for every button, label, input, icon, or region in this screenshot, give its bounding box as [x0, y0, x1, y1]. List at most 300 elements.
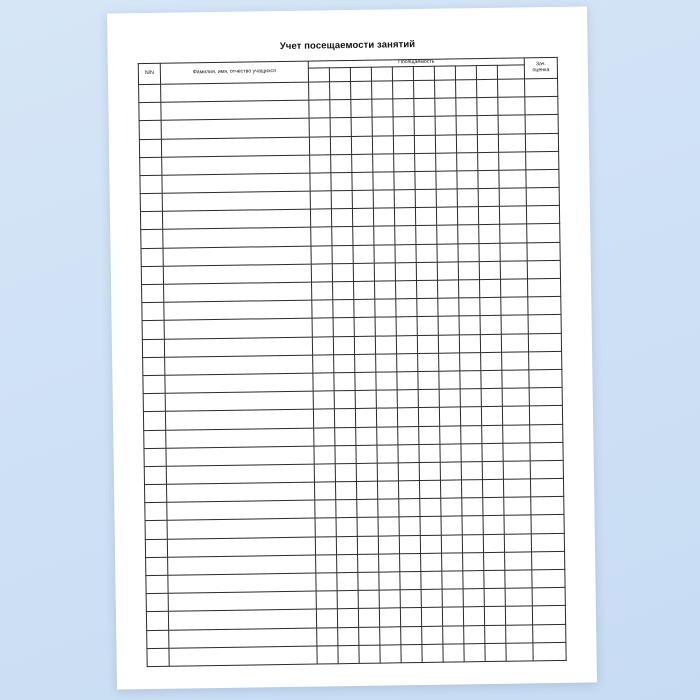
attendance-cell[interactable]	[456, 80, 477, 98]
attendance-cell[interactable]	[357, 518, 378, 536]
attendance-cell[interactable]	[438, 316, 459, 334]
attendance-cell[interactable]	[435, 98, 456, 116]
attendance-cell[interactable]	[482, 425, 503, 443]
attendance-cell[interactable]	[436, 189, 457, 207]
attendance-cell[interactable]	[501, 315, 528, 334]
attendance-cell[interactable]	[440, 425, 461, 443]
attendance-cell[interactable]	[375, 317, 396, 335]
attendance-cell[interactable]	[338, 645, 359, 663]
attendance-cell[interactable]	[464, 643, 485, 661]
attendance-cell[interactable]	[372, 81, 393, 99]
attendance-cell[interactable]	[418, 353, 439, 371]
attendance-cell[interactable]	[422, 626, 443, 644]
attendance-cell[interactable]	[439, 407, 460, 425]
attendance-cell[interactable]	[419, 426, 440, 444]
attendance-cell[interactable]	[442, 571, 463, 589]
attendance-cell[interactable]	[463, 607, 484, 625]
student-name-cell[interactable]	[168, 609, 316, 629]
attendance-cell[interactable]	[357, 499, 378, 517]
grade-cell[interactable]	[525, 78, 558, 97]
grade-cell[interactable]	[529, 406, 562, 425]
attendance-cell[interactable]	[420, 498, 441, 516]
attendance-cell[interactable]	[398, 462, 419, 480]
attendance-cell[interactable]	[315, 518, 336, 536]
attendance-cell[interactable]	[485, 625, 506, 643]
student-name-cell[interactable]	[167, 500, 315, 520]
attendance-cell[interactable]	[482, 461, 503, 479]
attendance-cell[interactable]	[400, 590, 421, 608]
attendance-cell[interactable]	[394, 190, 415, 208]
attendance-cell[interactable]	[441, 498, 462, 516]
grade-cell[interactable]	[529, 388, 562, 407]
student-name-cell[interactable]	[169, 646, 317, 666]
attendance-cell[interactable]	[356, 463, 377, 481]
attendance-cell[interactable]	[396, 317, 417, 335]
attendance-cell[interactable]	[397, 353, 418, 371]
attendance-cell[interactable]	[354, 299, 375, 317]
attendance-cell[interactable]	[372, 117, 393, 135]
attendance-cell[interactable]	[503, 443, 530, 462]
attendance-cell[interactable]	[352, 172, 373, 190]
attendance-cell[interactable]	[309, 82, 330, 100]
attendance-cell[interactable]	[439, 353, 460, 371]
attendance-cell[interactable]	[398, 426, 419, 444]
grade-cell[interactable]	[525, 97, 558, 116]
attendance-cell[interactable]	[333, 336, 354, 354]
attendance-cell[interactable]	[316, 609, 337, 627]
attendance-cell[interactable]	[499, 152, 526, 171]
attendance-cell[interactable]	[442, 553, 463, 571]
attendance-cell[interactable]	[314, 427, 335, 445]
attendance-cell[interactable]	[313, 373, 334, 391]
attendance-cell[interactable]	[393, 135, 414, 153]
attendance-cell[interactable]	[351, 136, 372, 154]
attendance-cell[interactable]	[437, 262, 458, 280]
attendance-cell[interactable]	[377, 481, 398, 499]
attendance-cell[interactable]	[335, 445, 356, 463]
attendance-cell[interactable]	[355, 354, 376, 372]
attendance-cell[interactable]	[400, 608, 421, 626]
attendance-cell[interactable]	[502, 352, 529, 371]
attendance-cell[interactable]	[376, 408, 397, 426]
grade-cell[interactable]	[531, 497, 564, 516]
attendance-cell[interactable]	[332, 245, 353, 263]
attendance-cell[interactable]	[330, 136, 351, 154]
attendance-cell[interactable]	[378, 517, 399, 535]
attendance-cell[interactable]	[401, 644, 422, 662]
attendance-cell[interactable]	[353, 227, 374, 245]
attendance-cell[interactable]	[330, 118, 351, 136]
attendance-cell[interactable]	[376, 372, 397, 390]
grade-cell[interactable]	[531, 533, 564, 552]
attendance-cell[interactable]	[359, 645, 380, 663]
attendance-cell[interactable]	[456, 116, 477, 134]
attendance-cell[interactable]	[379, 572, 400, 590]
attendance-cell[interactable]	[337, 572, 358, 590]
attendance-cell[interactable]	[373, 172, 394, 190]
attendance-cell[interactable]	[440, 462, 461, 480]
attendance-cell[interactable]	[309, 100, 330, 118]
row-number-cell[interactable]	[146, 593, 168, 612]
attendance-cell[interactable]	[436, 171, 457, 189]
attendance-cell[interactable]	[415, 171, 436, 189]
grade-cell[interactable]	[527, 260, 560, 279]
attendance-cell[interactable]	[418, 408, 439, 426]
attendance-cell[interactable]	[457, 171, 478, 189]
row-number-cell[interactable]	[140, 193, 162, 212]
attendance-cell[interactable]	[351, 81, 372, 99]
attendance-cell[interactable]	[420, 517, 441, 535]
attendance-cell[interactable]	[314, 445, 335, 463]
attendance-cell[interactable]	[417, 317, 438, 335]
attendance-cell[interactable]	[334, 391, 355, 409]
attendance-cell[interactable]	[438, 280, 459, 298]
attendance-cell[interactable]	[438, 335, 459, 353]
grade-cell[interactable]	[533, 642, 566, 661]
attendance-cell[interactable]	[440, 480, 461, 498]
attendance-cell[interactable]	[484, 552, 505, 570]
attendance-cell[interactable]	[456, 134, 477, 152]
row-number-cell[interactable]	[143, 412, 165, 431]
grade-cell[interactable]	[525, 115, 558, 134]
row-number-cell[interactable]	[145, 539, 167, 558]
attendance-cell[interactable]	[438, 298, 459, 316]
grade-cell[interactable]	[532, 551, 565, 570]
attendance-cell[interactable]	[457, 207, 478, 225]
attendance-cell[interactable]	[503, 461, 530, 480]
attendance-cell[interactable]	[420, 535, 441, 553]
grade-cell[interactable]	[532, 588, 565, 607]
grade-cell[interactable]	[526, 151, 559, 170]
attendance-cell[interactable]	[372, 135, 393, 153]
attendance-cell[interactable]	[502, 388, 529, 407]
row-number-cell[interactable]	[146, 575, 168, 594]
attendance-cell[interactable]	[394, 171, 415, 189]
attendance-cell[interactable]	[441, 516, 462, 534]
attendance-cell[interactable]	[332, 227, 353, 245]
grade-cell[interactable]	[531, 515, 564, 534]
row-number-cell[interactable]	[142, 284, 164, 303]
attendance-cell[interactable]	[378, 535, 399, 553]
attendance-cell[interactable]	[460, 352, 481, 370]
row-number-cell[interactable]	[144, 466, 166, 485]
attendance-cell[interactable]	[312, 336, 333, 354]
attendance-cell[interactable]	[372, 99, 393, 117]
row-number-cell[interactable]	[139, 139, 161, 158]
attendance-cell[interactable]	[330, 81, 351, 99]
student-name-cell[interactable]	[162, 191, 310, 211]
student-name-cell[interactable]	[168, 573, 316, 593]
attendance-cell[interactable]	[316, 573, 337, 591]
attendance-cell[interactable]	[313, 409, 334, 427]
attendance-cell[interactable]	[462, 516, 483, 534]
student-name-cell[interactable]	[164, 300, 312, 320]
attendance-cell[interactable]	[315, 536, 336, 554]
attendance-cell[interactable]	[336, 500, 357, 518]
student-name-cell[interactable]	[162, 173, 310, 193]
attendance-cell[interactable]	[393, 81, 414, 99]
attendance-cell[interactable]	[352, 190, 373, 208]
attendance-cell[interactable]	[464, 625, 485, 643]
attendance-cell[interactable]	[331, 191, 352, 209]
attendance-cell[interactable]	[461, 425, 482, 443]
attendance-cell[interactable]	[312, 282, 333, 300]
attendance-cell[interactable]	[314, 482, 335, 500]
grade-cell[interactable]	[528, 278, 561, 297]
attendance-cell[interactable]	[332, 263, 353, 281]
attendance-cell[interactable]	[415, 189, 436, 207]
attendance-cell[interactable]	[502, 406, 529, 425]
attendance-cell[interactable]	[377, 426, 398, 444]
attendance-cell[interactable]	[393, 117, 414, 135]
attendance-cell[interactable]	[461, 461, 482, 479]
attendance-cell[interactable]	[311, 264, 332, 282]
attendance-cell[interactable]	[400, 572, 421, 590]
attendance-cell[interactable]	[312, 318, 333, 336]
attendance-cell[interactable]	[399, 535, 420, 553]
attendance-cell[interactable]	[373, 154, 394, 172]
attendance-cell[interactable]	[498, 97, 525, 116]
attendance-cell[interactable]	[483, 534, 504, 552]
attendance-cell[interactable]	[417, 298, 438, 316]
attendance-cell[interactable]	[380, 645, 401, 663]
attendance-cell[interactable]	[505, 606, 532, 625]
attendance-cell[interactable]	[317, 646, 338, 664]
attendance-cell[interactable]	[395, 262, 416, 280]
attendance-cell[interactable]	[477, 134, 498, 152]
attendance-cell[interactable]	[477, 97, 498, 115]
attendance-cell[interactable]	[505, 570, 532, 589]
row-number-cell[interactable]	[145, 521, 167, 540]
attendance-cell[interactable]	[459, 316, 480, 334]
attendance-cell[interactable]	[442, 607, 463, 625]
attendance-cell[interactable]	[373, 208, 394, 226]
row-number-cell[interactable]	[144, 430, 166, 449]
student-name-cell[interactable]	[161, 100, 309, 120]
grade-cell[interactable]	[526, 169, 559, 188]
attendance-cell[interactable]	[485, 643, 506, 661]
student-name-cell[interactable]	[161, 82, 309, 102]
grade-cell[interactable]	[528, 333, 561, 352]
attendance-cell[interactable]	[397, 408, 418, 426]
attendance-cell[interactable]	[505, 588, 532, 607]
grade-cell[interactable]	[528, 297, 561, 316]
attendance-cell[interactable]	[358, 609, 379, 627]
attendance-cell[interactable]	[460, 389, 481, 407]
student-name-cell[interactable]	[166, 428, 314, 448]
attendance-cell[interactable]	[498, 79, 525, 98]
attendance-cell[interactable]	[478, 188, 499, 206]
student-name-cell[interactable]	[169, 628, 317, 648]
attendance-cell[interactable]	[356, 427, 377, 445]
row-number-cell[interactable]	[147, 630, 169, 649]
attendance-cell[interactable]	[337, 554, 358, 572]
attendance-cell[interactable]	[351, 118, 372, 136]
grade-cell[interactable]	[528, 315, 561, 334]
attendance-cell[interactable]	[462, 498, 483, 516]
attendance-cell[interactable]	[479, 279, 500, 297]
attendance-cell[interactable]	[482, 443, 503, 461]
attendance-cell[interactable]	[478, 170, 499, 188]
attendance-cell[interactable]	[338, 627, 359, 645]
attendance-cell[interactable]	[417, 335, 438, 353]
attendance-cell[interactable]	[499, 206, 526, 225]
attendance-cell[interactable]	[314, 464, 335, 482]
attendance-cell[interactable]	[460, 407, 481, 425]
attendance-cell[interactable]	[478, 152, 499, 170]
student-name-cell[interactable]	[168, 591, 316, 611]
attendance-cell[interactable]	[312, 300, 333, 318]
row-number-cell[interactable]	[143, 375, 165, 394]
attendance-cell[interactable]	[417, 280, 438, 298]
attendance-cell[interactable]	[399, 517, 420, 535]
attendance-cell[interactable]	[437, 244, 458, 262]
attendance-cell[interactable]	[379, 590, 400, 608]
attendance-cell[interactable]	[457, 189, 478, 207]
attendance-cell[interactable]	[463, 571, 484, 589]
attendance-cell[interactable]	[334, 409, 355, 427]
student-name-cell[interactable]	[163, 228, 311, 248]
student-name-cell[interactable]	[166, 446, 314, 466]
student-name-cell[interactable]	[165, 409, 313, 429]
attendance-cell[interactable]	[333, 300, 354, 318]
attendance-cell[interactable]	[477, 116, 498, 134]
grade-cell[interactable]	[526, 188, 559, 207]
grade-cell[interactable]	[533, 624, 566, 643]
attendance-cell[interactable]	[436, 207, 457, 225]
grade-cell[interactable]	[530, 424, 563, 443]
attendance-cell[interactable]	[394, 208, 415, 226]
attendance-cell[interactable]	[377, 445, 398, 463]
row-number-cell[interactable]	[143, 393, 165, 412]
attendance-cell[interactable]	[354, 281, 375, 299]
attendance-cell[interactable]	[477, 79, 498, 97]
student-name-cell[interactable]	[166, 464, 314, 484]
attendance-cell[interactable]	[437, 225, 458, 243]
attendance-cell[interactable]	[479, 261, 500, 279]
attendance-cell[interactable]	[395, 226, 416, 244]
student-name-cell[interactable]	[164, 282, 312, 302]
attendance-cell[interactable]	[395, 244, 416, 262]
attendance-cell[interactable]	[501, 297, 528, 316]
attendance-cell[interactable]	[353, 263, 374, 281]
attendance-cell[interactable]	[503, 479, 530, 498]
grade-cell[interactable]	[532, 606, 565, 625]
attendance-cell[interactable]	[506, 643, 533, 662]
student-name-cell[interactable]	[165, 373, 313, 393]
student-name-cell[interactable]	[162, 155, 310, 175]
attendance-cell[interactable]	[458, 225, 479, 243]
grade-cell[interactable]	[525, 133, 558, 152]
attendance-cell[interactable]	[481, 370, 502, 388]
attendance-cell[interactable]	[376, 390, 397, 408]
attendance-cell[interactable]	[352, 154, 373, 172]
student-name-cell[interactable]	[162, 209, 310, 229]
row-number-cell[interactable]	[140, 212, 162, 231]
attendance-cell[interactable]	[337, 591, 358, 609]
attendance-cell[interactable]	[310, 155, 331, 173]
student-name-cell[interactable]	[164, 337, 312, 357]
attendance-cell[interactable]	[421, 608, 442, 626]
student-name-cell[interactable]	[161, 137, 309, 157]
attendance-cell[interactable]	[396, 335, 417, 353]
attendance-cell[interactable]	[354, 336, 375, 354]
attendance-cell[interactable]	[315, 500, 336, 518]
attendance-cell[interactable]	[500, 261, 527, 280]
attendance-cell[interactable]	[440, 444, 461, 462]
grade-cell[interactable]	[529, 351, 562, 370]
row-number-cell[interactable]	[142, 339, 164, 358]
attendance-cell[interactable]	[396, 299, 417, 317]
attendance-cell[interactable]	[374, 226, 395, 244]
attendance-cell[interactable]	[484, 607, 505, 625]
attendance-cell[interactable]	[500, 224, 527, 243]
row-number-cell[interactable]	[147, 648, 169, 667]
attendance-cell[interactable]	[310, 191, 331, 209]
attendance-cell[interactable]	[398, 481, 419, 499]
attendance-cell[interactable]	[439, 371, 460, 389]
attendance-cell[interactable]	[435, 134, 456, 152]
attendance-cell[interactable]	[499, 170, 526, 189]
attendance-cell[interactable]	[498, 133, 525, 152]
attendance-cell[interactable]	[356, 445, 377, 463]
student-name-cell[interactable]	[164, 318, 312, 338]
attendance-cell[interactable]	[377, 463, 398, 481]
attendance-cell[interactable]	[354, 318, 375, 336]
attendance-cell[interactable]	[313, 391, 334, 409]
attendance-cell[interactable]	[316, 591, 337, 609]
attendance-cell[interactable]	[316, 555, 337, 573]
attendance-cell[interactable]	[422, 644, 443, 662]
attendance-cell[interactable]	[355, 372, 376, 390]
attendance-cell[interactable]	[393, 99, 414, 117]
attendance-cell[interactable]	[480, 316, 501, 334]
grade-cell[interactable]	[526, 206, 559, 225]
attendance-cell[interactable]	[358, 572, 379, 590]
attendance-cell[interactable]	[505, 552, 532, 571]
attendance-cell[interactable]	[352, 208, 373, 226]
attendance-cell[interactable]	[353, 245, 374, 263]
attendance-cell[interactable]	[311, 227, 332, 245]
attendance-cell[interactable]	[310, 173, 331, 191]
attendance-cell[interactable]	[334, 354, 355, 372]
row-number-cell[interactable]	[139, 84, 161, 103]
row-number-cell[interactable]	[140, 157, 162, 176]
attendance-cell[interactable]	[337, 609, 358, 627]
attendance-cell[interactable]	[359, 627, 380, 645]
attendance-cell[interactable]	[335, 427, 356, 445]
row-number-cell[interactable]	[146, 612, 168, 631]
grade-cell[interactable]	[530, 442, 563, 461]
attendance-cell[interactable]	[461, 480, 482, 498]
attendance-cell[interactable]	[351, 99, 372, 117]
attendance-cell[interactable]	[394, 153, 415, 171]
grade-cell[interactable]	[531, 478, 564, 497]
attendance-cell[interactable]	[333, 282, 354, 300]
attendance-cell[interactable]	[380, 626, 401, 644]
student-name-cell[interactable]	[165, 391, 313, 411]
attendance-cell[interactable]	[331, 172, 352, 190]
attendance-cell[interactable]	[459, 298, 480, 316]
attendance-cell[interactable]	[415, 153, 436, 171]
attendance-cell[interactable]	[481, 407, 502, 425]
attendance-cell[interactable]	[419, 462, 440, 480]
attendance-cell[interactable]	[484, 588, 505, 606]
attendance-cell[interactable]	[396, 281, 417, 299]
attendance-cell[interactable]	[480, 298, 501, 316]
grade-cell[interactable]	[527, 242, 560, 261]
attendance-cell[interactable]	[331, 154, 352, 172]
